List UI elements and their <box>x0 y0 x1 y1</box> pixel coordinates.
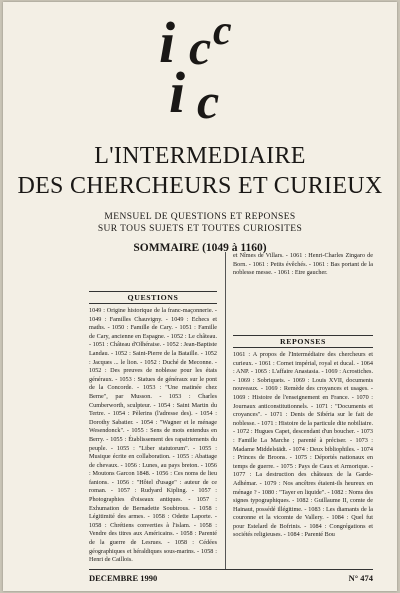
logo-letter: c <box>189 19 212 75</box>
questions-continued-text: et Nîmes de Villars. - 1061 : Henri-Charles Zingaro de Born. - 1061 : Petits évêchés. - 1061 : Bas portant de la noblesse messe. - 1061 : Etre gaucher. <box>233 252 373 277</box>
questions-heading: QUESTIONS <box>127 293 179 302</box>
questions-text: 1049 : Origine historique de la franc-maçonnerie. - 1049 : Familles Chauvigny. - 1049 : Echecs et maths. - 1050 : Famille de Cary. - 1051 : Famille de Cary, ancienne en Espagne. - 1052 : Le château. - 1051 : Château d'Olhéraise. - 1052 : Jean-Baptiste Landau. - 1052 : Saint-Pierre de la Bataille. - 1052 : Jacques ... le lion. - 1052 : Duché de Meconne. - 1052 : Des preuves de noblesse pour les états généraux. - 1053 : Statues de généraux sur le pont de la Concorde. - 1053 : "Une matinée chez Berne", par Musson. - 1053 : Charles Cumberworth, sculpteur. - 1054 : Saint Martin du Tertre. - 1054 : Pèlerins (l'adresse des). - 1054 : Dorothy Sabatier. - 1054 : "Wagner et le ménage Wesendonck". - 1055 : Sens de mots entendus en Berry. - 1055 : Établissement des rapatriements du peuple. - 1055 : "Liber statutorum". - 1055 : Musique écrite en collaboration. - 1055 : Abattage de chevaux. - 1056 : Lunes, au pays breton. - 1056 : Moutons Garcon 1848. - 1056 : Ces noms de lieu fanions. - 1056 : "Hôtel d'usage" : auteur de ce roman. - 1057 : Rudyard Kipling. - 1057 : Photographies d'oiseaux antiques. - 1057 : Exhumation de Bernadette Soubirous. - 1058 : Légitimité des armes. - 1058 : Odette Laporte. - 1058 : Chrétiens converties à l'islam. - 1058 : Vendre des titres aux Américains. - 1058 : Parenté de la guerre de Lesrues. - 1058 : Cédées géographiques et héraldiques sous-marins. - 1058 : Henri de Caillois. <box>89 307 217 564</box>
divider <box>233 347 373 348</box>
reponses-text: 1061 : A propos de l'Intermédiaire des chercheurs et curieux. - 1061 : Cornet impérial, royal et ducal. - 1064 : ANP. - 1065 : L'affaire Anastasia. - 1069 : Acrostiches. - 1069 : Sobriquets. - 1069 : Louis XVII, documents nouveaux. - 1069 : Remède des croyances et usages. - 1069 : Histoire de l'enseignement en France. - 1070 : Journaux anticonstitutionnels. - 1071 : "Documents et croyances". - 1071 : Denis de Sibéria sur le fait de noblesse. - 1071 : Histoire de la particule dite nobiliaire. - 1072 : Hugues Capet, descendant d'un boucher. - 1073 : Famille La Marche ; parenté à préciser. - 1073 : Madame Middelstädt. - 1074 : Deux bibliophiles. - 1074 : Princes de Broons. - 1075 : Déportés nationaux en temps de guerre. - 1075 : Pays de Caux et Armorique. - 1077 : La destruction des châteaux de la Garde-Adhémar. - 1079 : Nos ancêtres étaient-ils heureux en ménage ? - 1080 : "Tayer en liquide". - 1082 : Noms des signes typographiques. - 1082 : Guillaume II, comte de Hainaut, possédé illégitime. - 1083 : Les diamants de la couronne et la vicomte de Vallery. - 1084 : Quel fut pour Estelard de Bofrinis. - 1084 : Congrégations et sociétés religieuses. - 1084 : Parenté Bou <box>233 351 373 539</box>
logo-letter: c <box>213 8 232 54</box>
icc-logo <box>151 8 261 139</box>
divider <box>89 303 217 304</box>
divider <box>233 335 373 336</box>
title-line-2: DES CHERCHEURS ET CURIEUX <box>17 173 383 199</box>
logo-letter: i <box>169 60 186 125</box>
sommaire-heading: SOMMAIRE (1049 à 1160) <box>133 242 267 254</box>
title-line-1: L'INTERMEDIAIRE <box>94 143 306 169</box>
issue-number: N° 474 <box>348 573 373 583</box>
logo-letter: i <box>159 10 176 75</box>
subtitle-line-2: SUR TOUS SUJETS ET TOUTES CURIOSITES <box>97 224 303 234</box>
reponses-heading: REPONSES <box>280 337 326 346</box>
column-divider <box>225 252 226 569</box>
issue-date: DECEMBRE 1990 <box>89 573 158 583</box>
logo-letter: c <box>197 73 220 129</box>
magazine-cover <box>3 2 397 591</box>
divider <box>89 569 373 570</box>
divider <box>89 291 217 292</box>
subtitle-line-1: MENSUEL DE QUESTIONS ET REPONSES <box>104 212 296 222</box>
